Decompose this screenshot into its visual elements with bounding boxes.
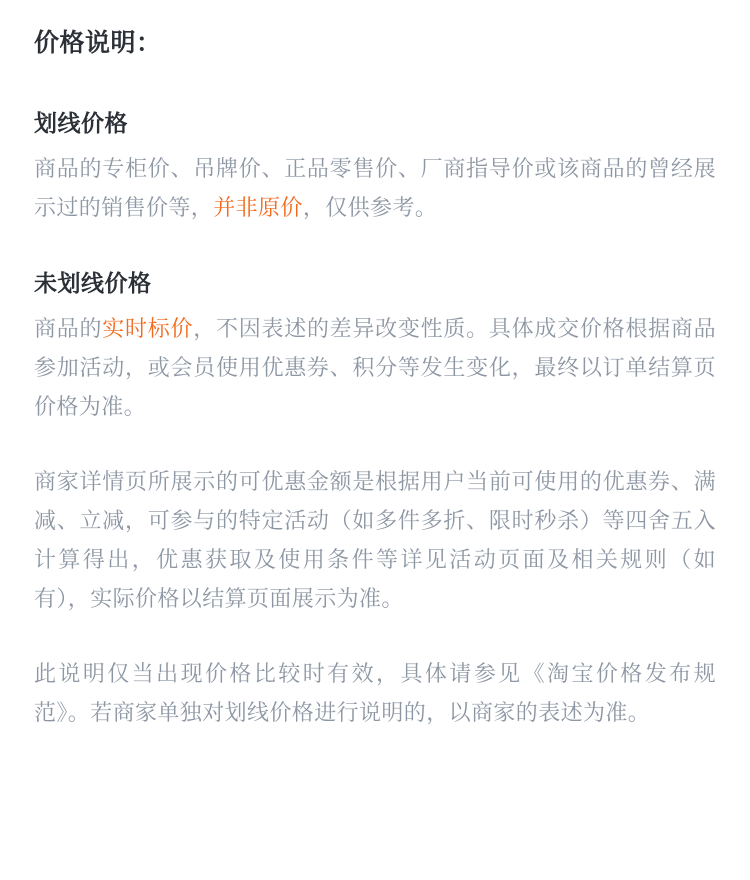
section-strikethrough-price [34, 108, 716, 228]
body-text: ，仅供参考。 [302, 196, 438, 221]
section-paragraph [34, 310, 716, 427]
section-paragraph [34, 150, 716, 228]
highlighted-text: 实时标价 [102, 317, 194, 342]
section-non-strikethrough-price [34, 268, 716, 733]
section-paragraph [34, 463, 716, 619]
body-text: 商品的 [34, 317, 103, 342]
body-text: 商家详情页所展示的可优惠金额是根据用户当前可使用的优惠券、满减、立减，可参与的特定活动（如多件多折、限时秒杀）等四舍五入计算得出，优惠获取及使用条件等详见活动页面及相关规则（如有），实际价格以结算页面展示为准。 [34, 470, 716, 612]
body-text: ，不因表述的差异改变性质。具体成交价格根据商品参加活动，或会员使用优惠券、积分等发生变化，最终以订单结算页价格为准。 [34, 317, 716, 420]
body-text: 商品的专柜价、吊牌价、正品零售价、厂商指导价或该商品的曾经展示过的销售价等， [34, 157, 716, 221]
highlighted-text: 并非原价 [213, 196, 303, 221]
section-heading: 划线价格 [34, 111, 128, 137]
section-heading: 未划线价格 [34, 271, 152, 297]
page-title: 价格说明： [34, 28, 162, 57]
body-text: 此说明仅当出现价格比较时有效，具体请参见《淘宝价格发布规范》。若商家单独对划线价格进行说明的，以商家的表述为准。 [34, 662, 716, 726]
section-paragraph [34, 655, 716, 733]
